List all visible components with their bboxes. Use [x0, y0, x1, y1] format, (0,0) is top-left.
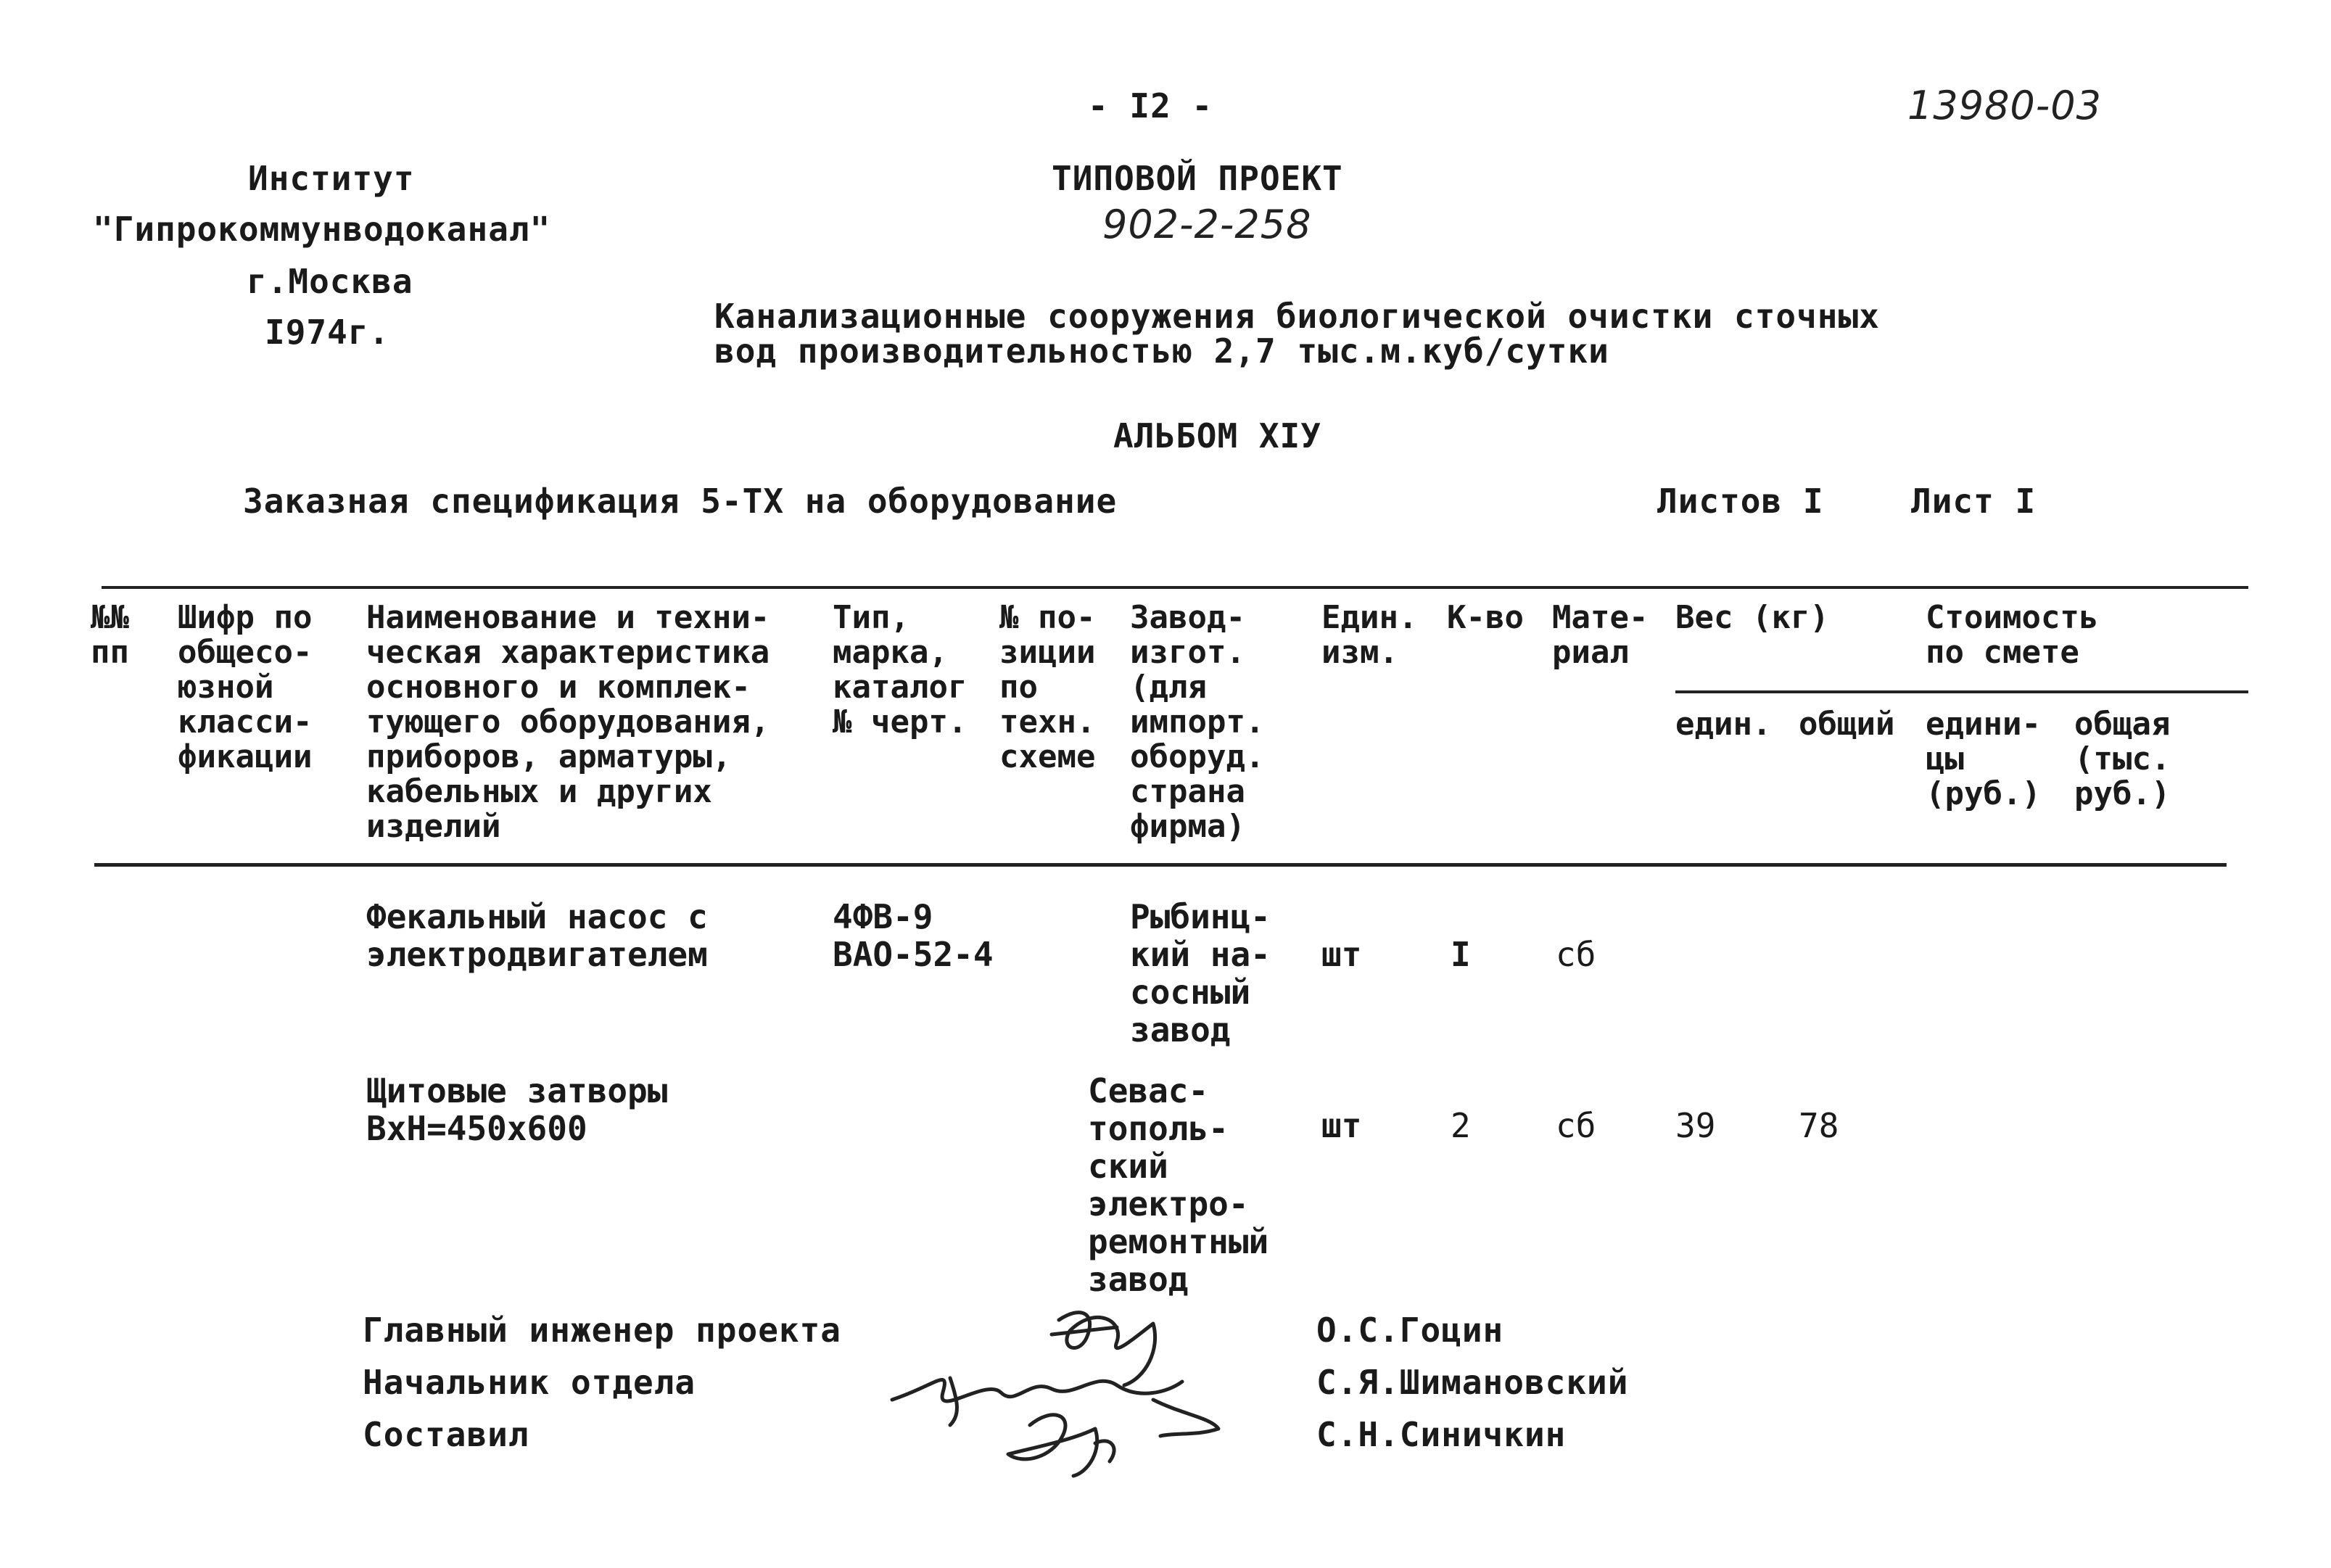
handwritten-signatures	[878, 1291, 1284, 1494]
header-name: Наименование и техни- ческая характеристика основного и комплек- тующего оборудования, приборов, арматуры, кабельных и других изделий	[366, 599, 770, 845]
signature-role-compiler: Составил	[363, 1415, 529, 1454]
header-weight: Вес (кг)	[1675, 599, 1829, 636]
institute-city: г.Москва	[247, 262, 413, 301]
header-code: Шифр по общесо- юзной класси- фикации	[178, 599, 313, 775]
row2-maker: Севас- тополь- ский электро- ремонтный завод	[1088, 1071, 1269, 1299]
signature-role-department-head: Начальник отдела	[363, 1363, 696, 1402]
signature-name-chief-engineer: О.С.Гоцин	[1316, 1311, 1504, 1350]
header-unit: Един. изм.	[1321, 599, 1418, 671]
header-weight-total: общий	[1799, 706, 1895, 743]
spec-title: Заказная спецификация 5-ТХ на оборудование	[243, 482, 1118, 521]
row1-maker: Рыбинц- кий на- сосный завод	[1130, 897, 1271, 1049]
table-top-rule	[102, 586, 2248, 589]
project-number: 902-2-258	[1102, 202, 1312, 247]
sheet-number: Лист I	[1911, 482, 2037, 521]
row1-unit: шт	[1321, 935, 1362, 974]
signature-name-compiler: С.Н.Синичкин	[1316, 1415, 1567, 1454]
header-maker: Завод- изгот. (для импорт. оборуд. страна фирма)	[1130, 599, 1265, 845]
institute-label: Институт	[248, 159, 415, 198]
header-position: № по- зиции по техн. схеме	[999, 599, 1096, 775]
signature-role-chief-engineer: Главный инженер проекта	[363, 1311, 841, 1350]
row1-type: 4ФВ-9 ВАО-52-4	[833, 897, 994, 974]
header-weight-unit: един.	[1675, 706, 1772, 743]
row2-quantity: 2	[1451, 1106, 1471, 1145]
row1-quantity: I	[1451, 935, 1471, 974]
header-material: Мате- риал	[1552, 599, 1649, 671]
table-subheader-rule	[1675, 690, 2248, 693]
institute-year: I974г.	[265, 313, 390, 352]
row2-weight-total: 78	[1799, 1106, 1839, 1145]
header-cost: Стоимость по смете	[1926, 599, 2099, 671]
row2-material: сб	[1556, 1106, 1596, 1145]
header-quantity: К-во	[1447, 599, 1524, 636]
page-number: - I2 -	[1088, 86, 1213, 125]
table-header-bottom-rule	[94, 863, 2227, 867]
sheets-count: Листов I	[1657, 482, 1824, 521]
row2-name: Щитовые затворы ВхН=450х600	[366, 1071, 668, 1148]
row2-weight-unit: 39	[1675, 1106, 1716, 1145]
header-type: Тип, марка, каталог № черт.	[833, 599, 968, 740]
row1-material: сб	[1556, 935, 1596, 974]
row1-name: Фекальный насос с электродвигателем	[366, 897, 708, 974]
signature-name-department-head: С.Я.Шимановский	[1316, 1363, 1629, 1402]
header-cost-total: общая (тыс. руб.)	[2074, 706, 2171, 812]
project-title-line1: Канализационные сооружения биологической очистки сточных	[714, 297, 1880, 336]
institute-name: "Гипрокоммунводоканал"	[93, 210, 551, 249]
row2-unit: шт	[1321, 1106, 1362, 1145]
header-cost-unit: едини- цы (руб.)	[1926, 706, 2041, 812]
album-label: АЛЬБОМ XIУ	[1113, 416, 1321, 455]
document-number: 13980-03	[1907, 83, 2102, 128]
project-title-line2: вод производительностью 2,7 тыс.м.куб/сутки	[714, 331, 1609, 371]
header-num: №№ пп	[91, 599, 129, 671]
project-type: ТИПОВОЙ ПРОЕКТ	[1052, 159, 1343, 198]
